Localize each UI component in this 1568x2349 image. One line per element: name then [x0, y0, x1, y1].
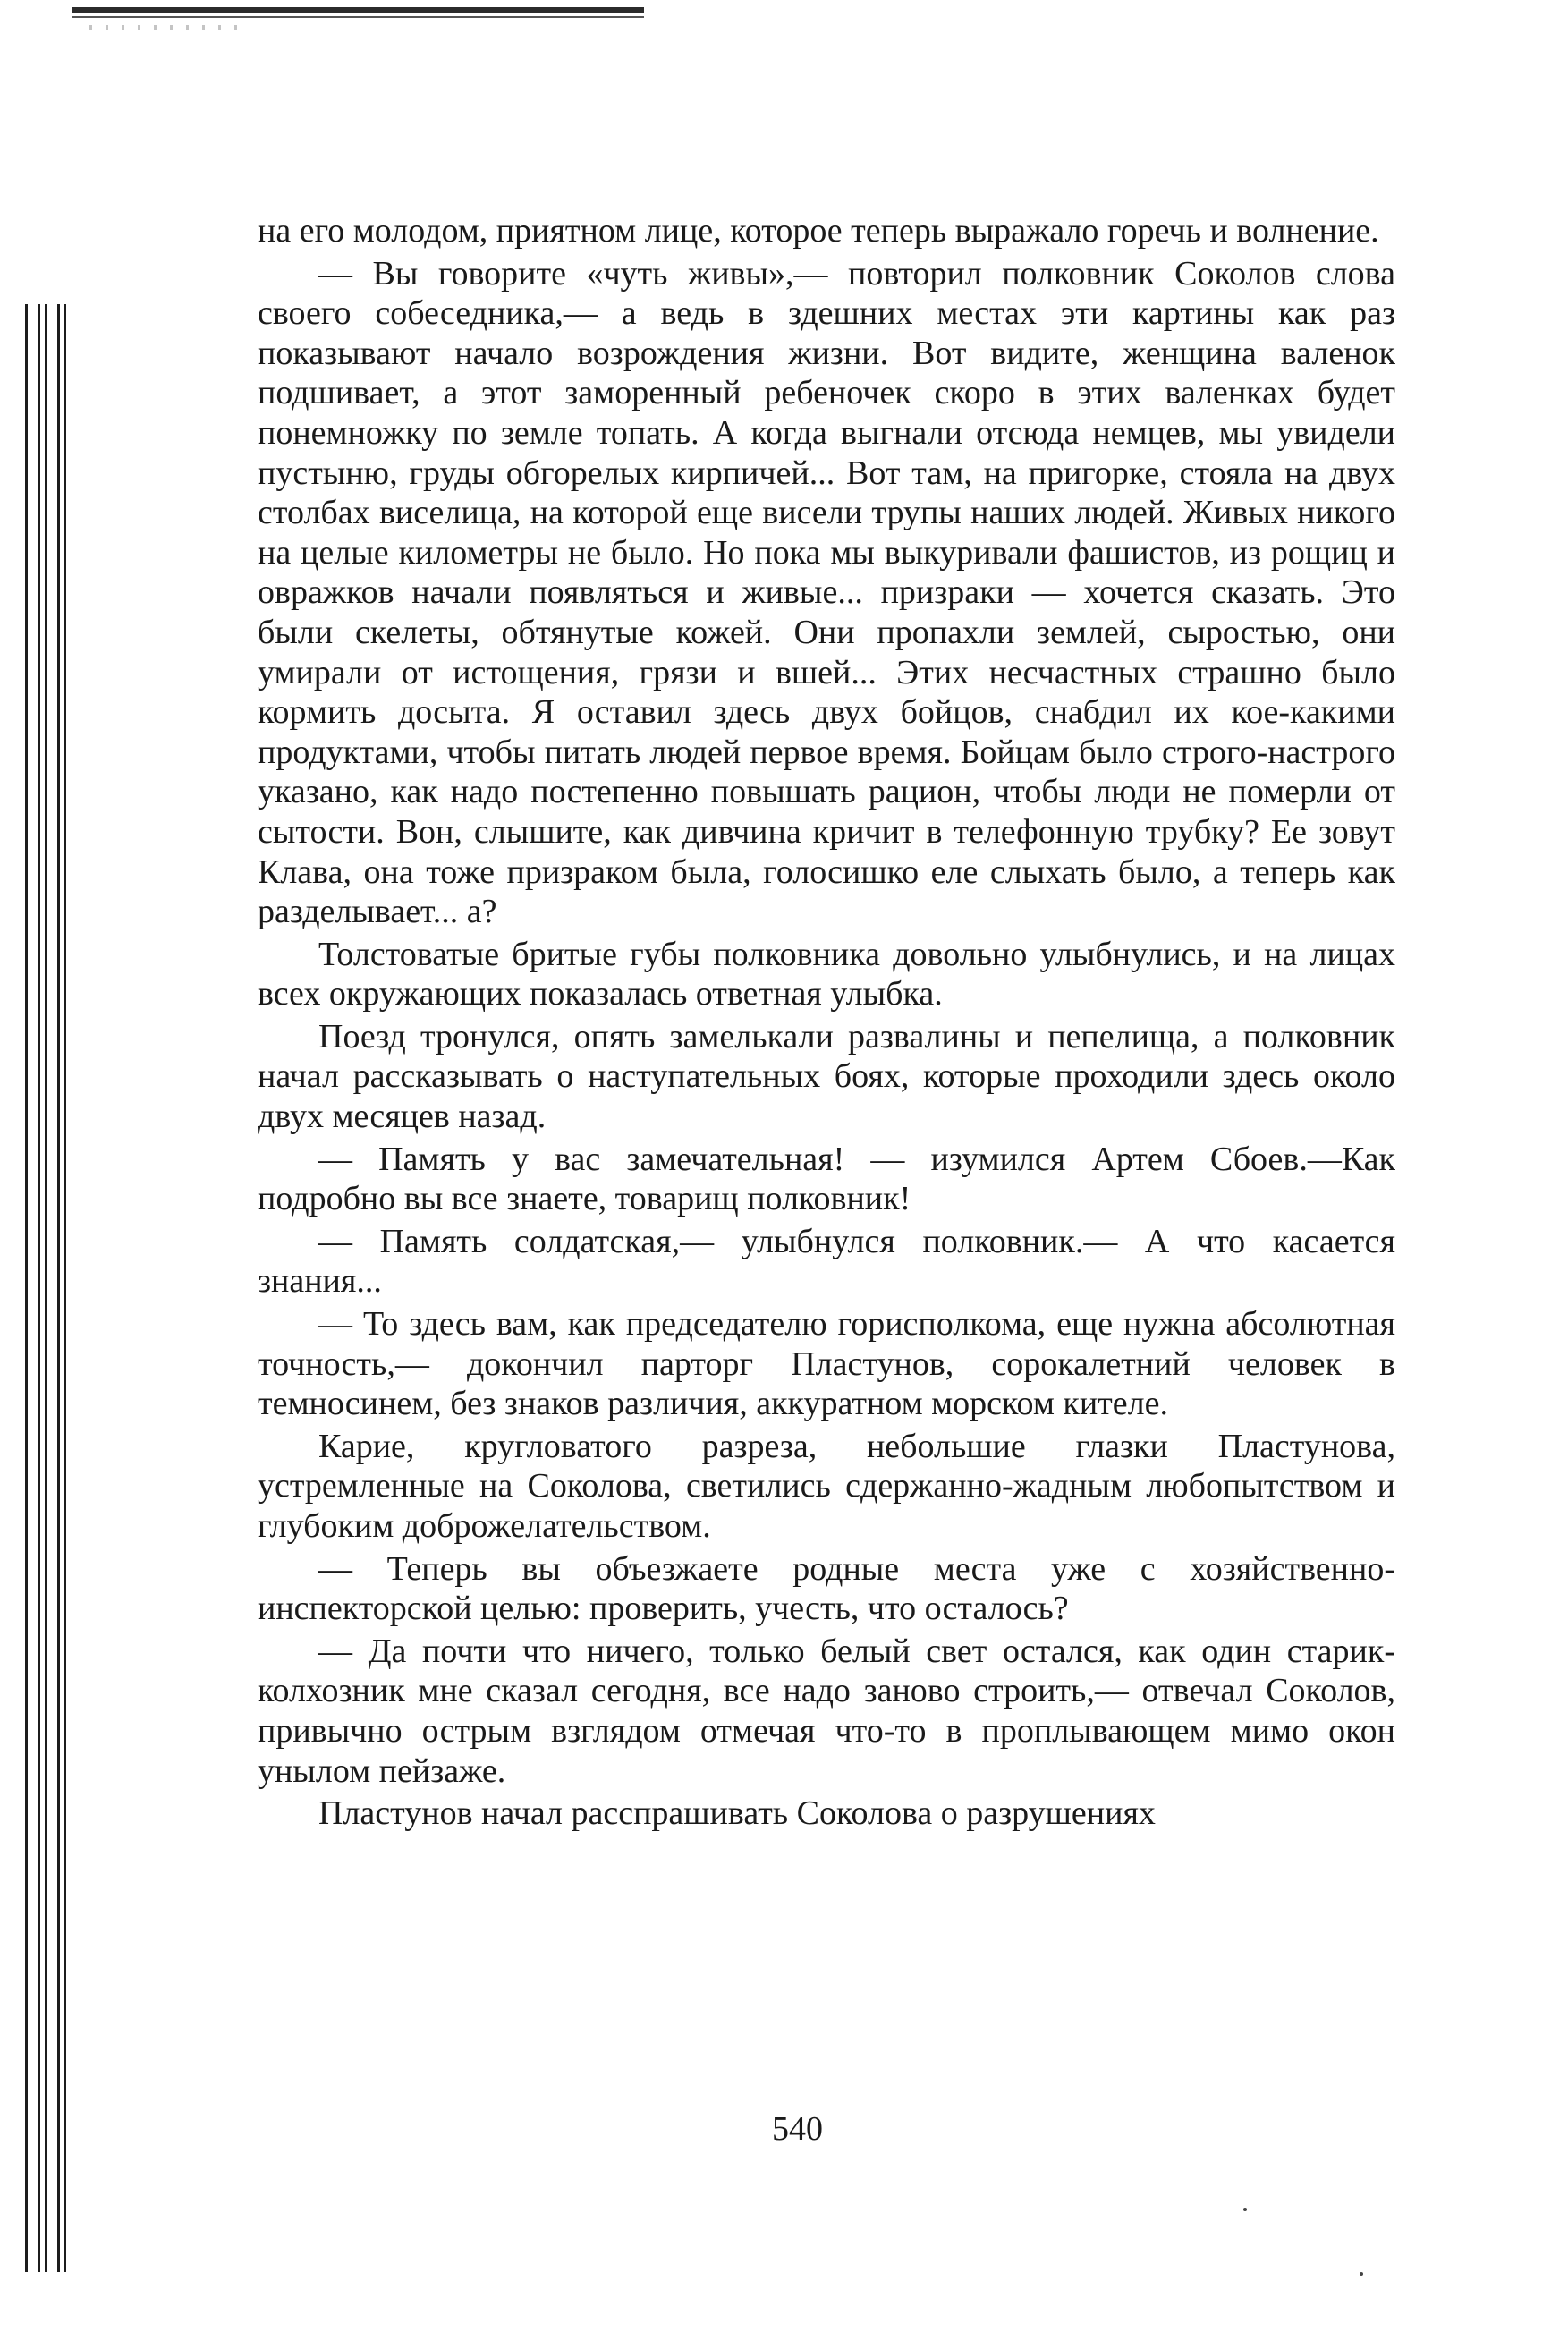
paragraph: Карие, кругловатого разреза, небольшие глазки Пластунова, устремленные на Соколова, светились сдержанно-жадным любопытством и глубоким доброжелательством.	[258, 1427, 1395, 1545]
paragraph: Толстоватые бритые губы полковника довольно улыбнулись, и на лицах всех окружающих показалась ответная улыбка.	[258, 935, 1395, 1013]
paragraph: — Вы говорите «чуть живы»,— повторил полковник Соколов слова своего собеседника,— а ведь в здешних местах эти картины как раз показывают начало возрождения жизни. Вот видите, женщина валенок подшивает, а этот заморенный ребеночек скоро в этих валенках будет понемножку по земле топать. А когда выгнали отсюда немцев, мы увидели пустыню, груды обгорелых кирпичей... Вот там, на пригорке, стояла на двух столбах виселица, на которой еще висели трупы наших людей. Живых никого на целые километры не было. Но пока мы выкуривали фашистов, из рощиц и овражков начали появляться и живые... призраки — хочется сказать. Это были скелеты, обтянутые кожей. Они пропахли землей, сыростью, они умирали от истощения, грязи и вшей... Этих несчастных страшно было кормить досыта. Я оставил здесь двух бойцов, снабдил их кое-какими продуктами, чтобы питать людей первое время. Бойцам было строго-настрого указано, как надо постепенно повышать рацион, чтобы люди не померли от сытости. Вон, слышите, как дивчина кричит в телефонную трубку? Ее зовут Клава, она тоже призраком была, голосишко еле слыхать было, а теперь как разделывает... а?	[258, 254, 1395, 931]
paragraph: — То здесь вам, как председателю горисполкома, еще нужна абсолютная точность,— докончил парторг Пластунов, сорокалетний человек в темносинем, без знаков различия, аккуратном морском кителе.	[258, 1305, 1395, 1423]
binding-edge	[25, 304, 70, 2272]
paragraph: на его молодом, приятном лице, которое теперь выражало горечь и волнение.	[258, 212, 1379, 250]
paragraph: Поезд тронулся, опять замелькали развалины и пепелища, а полковник начал рассказывать о наступательных боях, которые проходили здесь около двух месяцев назад.	[258, 1017, 1395, 1136]
top-rule	[72, 7, 644, 13]
paragraph: Пластунов начал расспрашивать Соколова о разрушениях	[318, 1794, 1156, 1833]
scan-specks	[89, 25, 250, 30]
paragraph: — Да почти что ничего, только белый свет остался, как один старик-колхозник мне сказал сегодня, все надо заново строить,— отвечал Соколов, привычно острым взглядом отмечая что-то в проплывающем мимо окон унылом пейзаже.	[258, 1632, 1395, 1790]
paragraph: — Память солдатская,— улыбнулся полковник.— А что касается знания...	[258, 1222, 1395, 1301]
scan-speck	[1243, 2208, 1247, 2211]
page-body	[258, 211, 1395, 1836]
paragraph: — Память у вас замечательная! — изумился Артем Сбоев.—Как подробно вы все знаете, товарищ полковник!	[258, 1140, 1395, 1218]
top-rule-thin	[72, 16, 644, 18]
paragraph: — Теперь вы объезжаете родные места уже с хозяйственно-инспекторской целью: проверить, учесть, что осталось?	[258, 1549, 1395, 1628]
scan-speck	[1360, 2272, 1363, 2276]
page-number: 540	[772, 2110, 823, 2148]
